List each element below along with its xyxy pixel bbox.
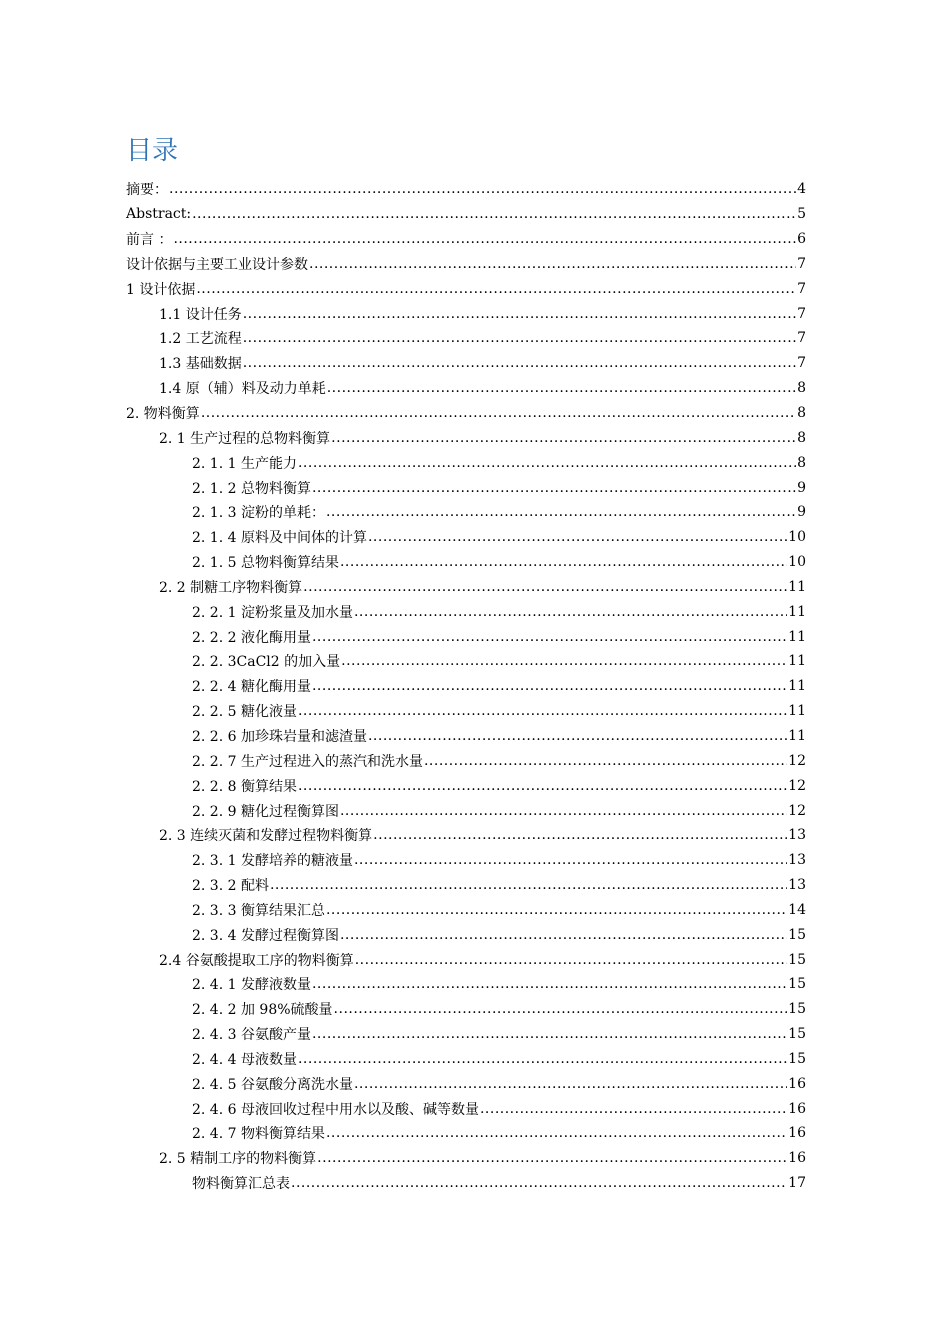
toc-entry-label: 2. 2. 9 糖化过程衡算图	[192, 803, 339, 820]
toc-entry[interactable]	[126, 724, 806, 749]
toc-entry-label: 1.4 原（辅）料及动力单耗	[159, 381, 326, 398]
dot-leader	[298, 778, 787, 794]
toc-entry-page-number: 15	[788, 1001, 806, 1018]
dot-leader	[312, 976, 787, 992]
dot-leader	[303, 579, 787, 595]
dot-leader	[480, 1101, 787, 1117]
toc-entry[interactable]	[126, 823, 806, 848]
toc-entry-page-number: 15	[788, 1050, 806, 1067]
toc-entry-label: 2. 3 连续灭菌和发酵过程物料衡算	[159, 828, 373, 845]
toc-entry-label: 2. 2. 2 液化酶用量	[192, 629, 311, 646]
dot-leader	[270, 877, 787, 893]
dot-leader	[340, 927, 787, 943]
toc-entry[interactable]	[126, 550, 806, 575]
toc-entry-page-number: 12	[788, 802, 806, 819]
toc-entry-label: 2. 3. 3 衡算结果汇总	[192, 902, 325, 919]
toc-entry[interactable]	[126, 897, 806, 922]
toc-entry-page-number: 16	[788, 1075, 806, 1092]
toc-entry[interactable]	[126, 748, 806, 773]
dot-leader	[243, 355, 796, 371]
dot-leader	[291, 1175, 787, 1191]
toc-entry-label: 2. 4. 4 母液数量	[192, 1051, 297, 1068]
toc-entry-page-number: 15	[788, 1026, 806, 1043]
toc-entry[interactable]	[126, 798, 806, 823]
dot-leader	[298, 703, 787, 719]
toc-entry[interactable]	[126, 699, 806, 724]
dot-leader	[424, 753, 787, 769]
dot-leader	[312, 678, 787, 694]
dot-leader	[173, 231, 796, 247]
toc-entry-page-number: 16	[788, 1100, 806, 1117]
toc-entry-page-number: 11	[788, 578, 806, 595]
toc-entry-label: 2. 4. 3 谷氨酸产量	[192, 1027, 311, 1044]
toc-entry[interactable]	[126, 997, 806, 1022]
toc-entry[interactable]	[126, 1071, 806, 1096]
toc-entry-page-number: 11	[788, 703, 806, 720]
dot-leader	[354, 1076, 787, 1092]
toc-entry[interactable]	[126, 649, 806, 674]
toc-entry-page-number: 4	[797, 181, 806, 198]
dot-leader	[341, 653, 787, 669]
toc-entry-label: 1.3 基础数据	[159, 356, 242, 373]
toc-entry-page-number: 7	[797, 355, 806, 372]
toc-entry-page-number: 13	[788, 877, 806, 894]
toc-entry-page-number: 7	[797, 280, 806, 297]
toc-entry[interactable]	[126, 972, 806, 997]
toc-entry[interactable]	[126, 922, 806, 947]
dot-leader	[312, 629, 787, 645]
toc-entry-page-number: 6	[797, 231, 806, 248]
dot-leader	[169, 181, 796, 197]
dot-leader	[368, 728, 787, 744]
toc-entry-label: Abstract:	[126, 206, 192, 223]
toc-entry-label: 2. 2. 6 加珍珠岩量和滤渣量	[192, 728, 367, 745]
toc-entry-label: 2. 2. 8 衡算结果	[192, 778, 297, 795]
toc-entry-label: 2. 2 制糖工序物料衡算	[159, 579, 303, 596]
table-of-contents	[126, 177, 806, 1196]
toc-entry-page-number: 15	[788, 926, 806, 943]
toc-entry[interactable]	[126, 276, 806, 301]
dot-leader	[192, 206, 796, 222]
dot-leader	[331, 430, 796, 446]
dot-leader	[334, 1001, 788, 1017]
toc-entry-page-number: 11	[788, 727, 806, 744]
dot-leader	[243, 330, 796, 346]
toc-entry-label: 2. 1. 2 总物料衡算	[192, 480, 311, 497]
toc-entry-label: 2. 3. 4 发酵过程衡算图	[192, 927, 339, 944]
toc-entry[interactable]	[126, 401, 806, 426]
toc-entry[interactable]	[126, 301, 806, 326]
dot-leader	[312, 1026, 787, 1042]
toc-entry-label: 2. 5 精制工序的物料衡算	[159, 1151, 317, 1168]
dot-leader	[298, 455, 796, 471]
toc-title: 目录	[126, 136, 179, 166]
toc-entry-page-number: 13	[788, 827, 806, 844]
toc-entry[interactable]	[126, 376, 806, 401]
toc-entry-page-number: 8	[797, 454, 806, 471]
dot-leader	[368, 529, 787, 545]
dot-leader	[326, 1125, 787, 1141]
toc-entry-page-number: 15	[788, 951, 806, 968]
toc-entry-label: 2. 1. 5 总物料衡算结果	[192, 555, 339, 572]
toc-entry[interactable]	[126, 475, 806, 500]
toc-entry-page-number: 9	[797, 479, 806, 496]
toc-entry-page-number: 11	[788, 653, 806, 670]
dot-leader	[340, 554, 787, 570]
toc-entry-label: 2. 2. 5 糖化液量	[192, 704, 297, 721]
toc-entry-label: 2. 4. 6 母液回收过程中用水以及酸、碱等数量	[192, 1101, 479, 1118]
toc-entry[interactable]	[126, 252, 806, 277]
toc-entry-label: 2. 物料衡算	[126, 406, 200, 423]
dot-leader	[201, 405, 796, 421]
toc-entry-label: 2. 4. 7 物料衡算结果	[192, 1126, 325, 1143]
dot-leader	[327, 380, 796, 396]
toc-entry-page-number: 8	[797, 380, 806, 397]
toc-entry-label: 2.4 谷氨酸提取工序的物料衡算	[159, 952, 354, 969]
toc-entry-page-number: 7	[797, 330, 806, 347]
dot-leader	[298, 1051, 787, 1067]
toc-entry[interactable]	[126, 848, 806, 873]
dot-leader	[196, 281, 796, 297]
dot-leader	[354, 604, 787, 620]
toc-entry[interactable]	[126, 227, 806, 252]
toc-entry-page-number: 16	[788, 1150, 806, 1167]
dot-leader	[326, 902, 787, 918]
toc-entry[interactable]	[126, 1171, 806, 1196]
toc-entry[interactable]	[126, 575, 806, 600]
toc-entry-page-number: 5	[797, 206, 806, 223]
toc-entry-page-number: 14	[788, 901, 806, 918]
toc-entry-page-number: 11	[788, 678, 806, 695]
toc-entry[interactable]	[126, 425, 806, 450]
toc-entry-page-number: 11	[788, 603, 806, 620]
toc-entry-label: 2. 1 生产过程的总物料衡算	[159, 430, 331, 447]
toc-entry[interactable]	[126, 599, 806, 624]
dot-leader	[355, 952, 787, 968]
dot-leader	[340, 803, 787, 819]
toc-entry[interactable]	[126, 450, 806, 475]
toc-entry[interactable]	[126, 1146, 806, 1171]
toc-entry-page-number: 12	[788, 752, 806, 769]
toc-entry-label: 2. 1. 4 原料及中间体的计算	[192, 530, 367, 547]
toc-entry-page-number: 12	[788, 777, 806, 794]
toc-entry[interactable]	[126, 1022, 806, 1047]
toc-entry[interactable]	[126, 674, 806, 699]
toc-entry[interactable]	[126, 326, 806, 351]
dot-leader	[309, 256, 796, 272]
dot-leader	[373, 827, 787, 843]
toc-entry[interactable]	[126, 500, 806, 525]
toc-entry[interactable]	[126, 773, 806, 798]
dot-leader	[326, 504, 796, 520]
toc-entry-page-number: 8	[797, 405, 806, 422]
toc-entry-label: 2. 2. 4 糖化酶用量	[192, 679, 311, 696]
toc-entry-label: 2. 1. 3 淀粉的单耗：	[192, 505, 325, 522]
toc-entry-label: 2. 4. 1 发酵液数量	[192, 977, 311, 994]
toc-entry-page-number: 8	[797, 429, 806, 446]
toc-entry-page-number: 7	[797, 255, 806, 272]
toc-entry[interactable]	[126, 351, 806, 376]
toc-entry[interactable]	[126, 1121, 806, 1146]
toc-entry-label: 2. 4. 5 谷氨酸分离洗水量	[192, 1076, 353, 1093]
dot-leader	[317, 1150, 787, 1166]
toc-entry-label: 前言 ：	[126, 232, 173, 249]
toc-entry-page-number: 9	[797, 504, 806, 521]
toc-entry-page-number: 11	[788, 628, 806, 645]
toc-entry-page-number: 10	[788, 529, 806, 546]
toc-entry[interactable]	[126, 1047, 806, 1072]
toc-entry[interactable]	[126, 202, 806, 227]
toc-entry-page-number: 10	[788, 554, 806, 571]
toc-entry[interactable]	[126, 624, 806, 649]
toc-entry-label: 1.2 工艺流程	[159, 331, 242, 348]
toc-entry[interactable]	[126, 1096, 806, 1121]
toc-entry-label: 2. 2. 1 淀粉浆量及加水量	[192, 604, 353, 621]
toc-entry-label: 2. 4. 2 加 98%硫酸量	[192, 1002, 333, 1019]
toc-entry-label: 1.1 设计任务	[159, 306, 242, 323]
toc-entry-label: 物料衡算汇总表	[192, 1176, 290, 1193]
toc-entry-label: 2. 3. 1 发酵培养的糖液量	[192, 853, 353, 870]
toc-entry-label: 1 设计依据	[126, 281, 196, 298]
dot-leader	[312, 480, 796, 496]
toc-entry-label: 2. 2. 7 生产过程进入的蒸汽和洗水量	[192, 753, 423, 770]
toc-entry[interactable]	[126, 873, 806, 898]
dot-leader	[354, 852, 787, 868]
toc-entry-page-number: 17	[788, 1175, 806, 1192]
toc-entry[interactable]	[126, 947, 806, 972]
toc-entry-page-number: 13	[788, 852, 806, 869]
dot-leader	[243, 306, 796, 322]
toc-entry[interactable]	[126, 525, 806, 550]
toc-entry-page-number: 7	[797, 305, 806, 322]
toc-entry-page-number: 16	[788, 1125, 806, 1142]
toc-entry[interactable]	[126, 177, 806, 202]
toc-entry-label: 2. 1. 1 生产能力	[192, 455, 297, 472]
toc-entry-label: 2. 3. 2 配料	[192, 878, 269, 895]
toc-entry-label: 设计依据与主要工业设计参数	[126, 256, 308, 273]
toc-entry-label: 摘要：	[126, 182, 168, 199]
toc-entry-page-number: 15	[788, 976, 806, 993]
toc-entry-label: 2. 2. 3CaCl2 的加入量	[192, 654, 341, 671]
